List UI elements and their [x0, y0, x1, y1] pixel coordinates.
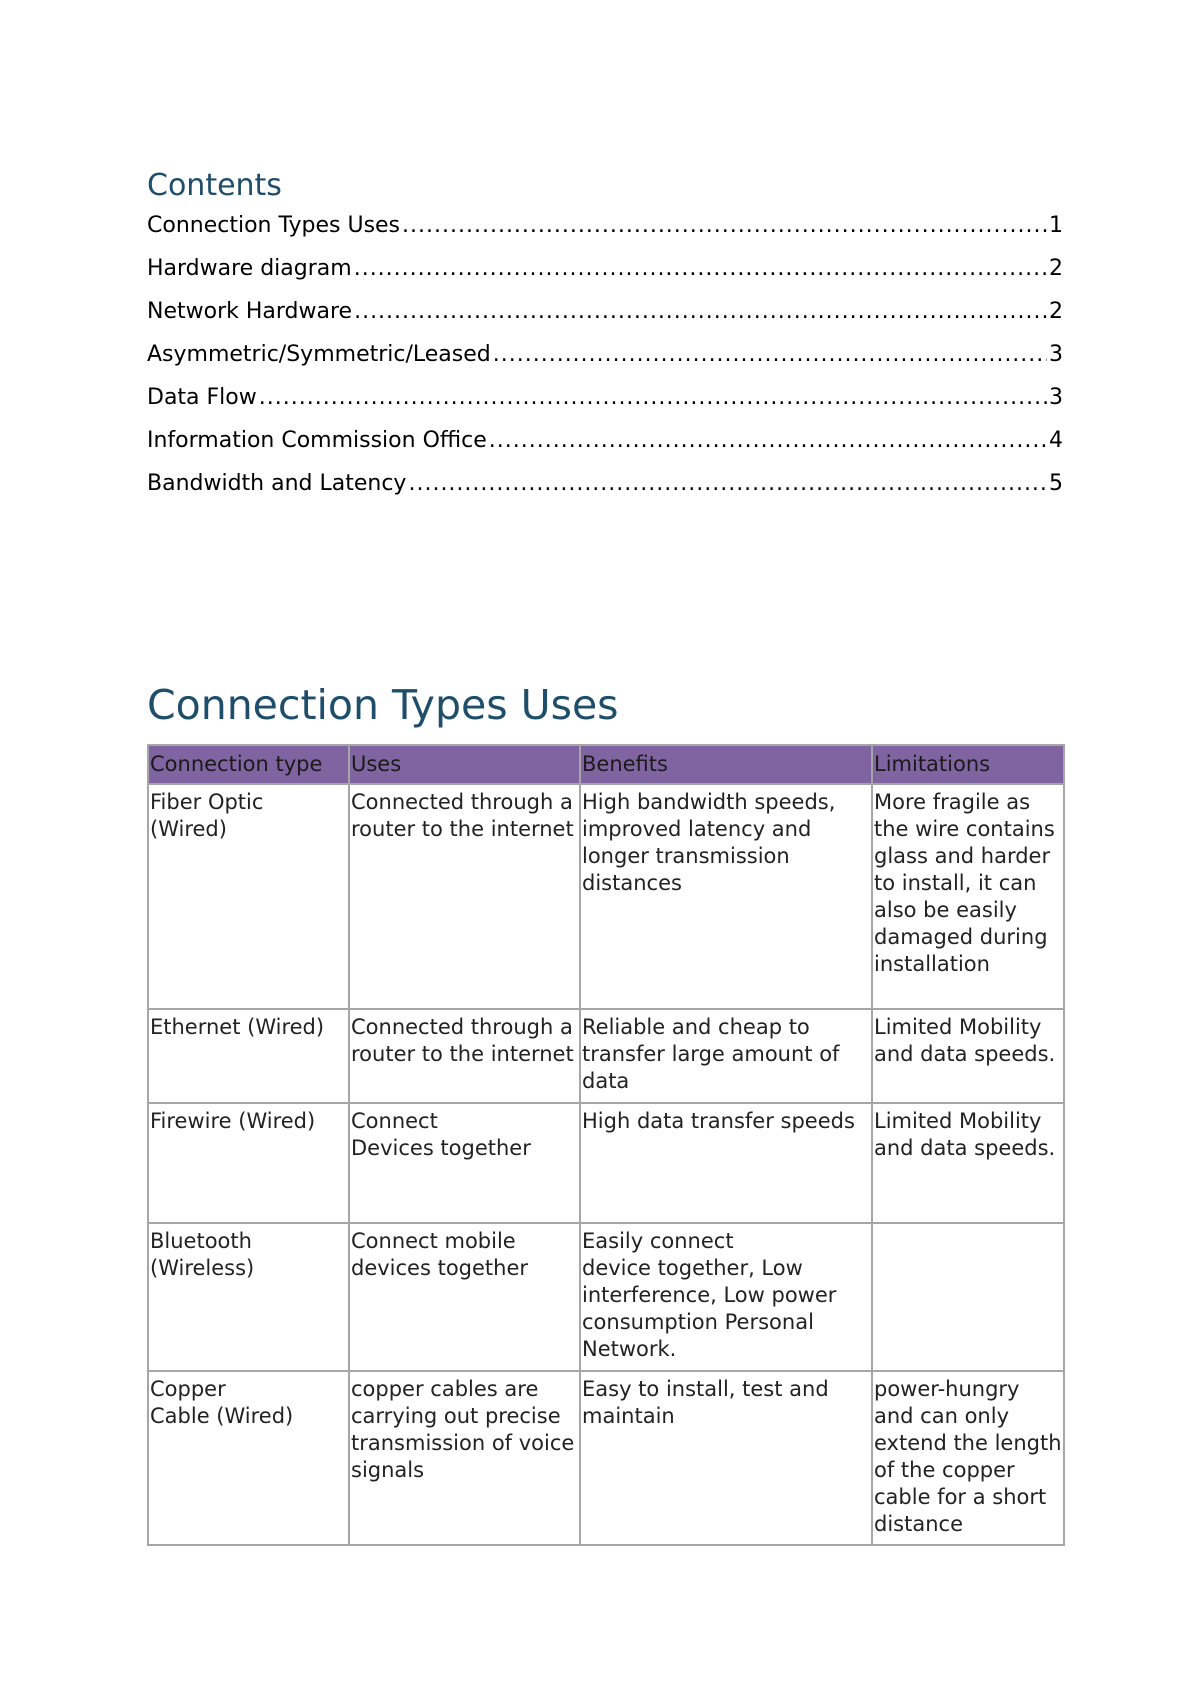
- toc-leader: [408, 466, 1047, 502]
- toc-entry-bandwidth-and-latency[interactable]: [147, 466, 1063, 509]
- table-row: [148, 1223, 1064, 1371]
- column-header-connection-type: Connection type: [148, 745, 349, 784]
- cell-limitations: More fragile as the wire contains glass and harder to install, it can also be easily damaged during installation: [872, 784, 1064, 1009]
- cell-limitations: power-hungry and can only extend the length of the copper cable for a short distance: [872, 1371, 1064, 1545]
- cell-uses: Connected through a router to the internet: [349, 1009, 580, 1103]
- cell-limitations: Limited Mobility and data speeds.: [872, 1009, 1064, 1103]
- cell-limitations: [872, 1223, 1064, 1371]
- cell-connection-type: Firewire (Wired): [148, 1103, 349, 1223]
- toc-entry-label: Data Flow: [147, 385, 257, 410]
- toc-entry-label: Asymmetric/Symmetric/Leased: [147, 342, 491, 367]
- toc-entry-asymmetric-symmetric-leased[interactable]: [147, 337, 1063, 380]
- cell-connection-type: Fiber Optic (Wired): [148, 784, 349, 1009]
- connection-types-table: [147, 744, 1065, 1546]
- cell-benefits: Easily connect device together, Low interference, Low power consumption Personal Network.: [580, 1223, 872, 1371]
- table-row: [148, 1371, 1064, 1545]
- toc-entry-label: Hardware diagram: [147, 256, 352, 281]
- toc-leader: [259, 380, 1047, 416]
- toc-page-number: 5: [1049, 471, 1063, 496]
- cell-benefits: Reliable and cheap to transfer large amount of data: [580, 1009, 872, 1103]
- toc-title: Contents: [147, 168, 282, 203]
- toc-entry-label: Connection Types Uses: [147, 213, 401, 238]
- toc-page-number: 3: [1049, 385, 1063, 410]
- toc-page-number: 1: [1049, 213, 1063, 238]
- toc-leader: [493, 337, 1047, 373]
- toc-leader: [354, 294, 1047, 330]
- toc-entry-label: Network Hardware: [147, 299, 353, 324]
- toc-entry-hardware-diagram[interactable]: [147, 251, 1063, 294]
- cell-benefits: High bandwidth speeds, improved latency and longer transmission distances: [580, 784, 872, 1009]
- table-row: [148, 1009, 1064, 1103]
- table-of-contents: [147, 208, 1063, 509]
- table-row: [148, 784, 1064, 1009]
- column-header-benefits: Benefits: [580, 745, 872, 784]
- column-header-limitations: Limitations: [872, 745, 1064, 784]
- toc-entry-information-commission-office[interactable]: [147, 423, 1063, 466]
- toc-entry-connection-types-uses[interactable]: [147, 208, 1063, 251]
- toc-leader: [354, 251, 1047, 287]
- toc-entry-data-flow[interactable]: [147, 380, 1063, 423]
- toc-entry-network-hardware[interactable]: [147, 294, 1063, 337]
- cell-connection-type: Ethernet (Wired): [148, 1009, 349, 1103]
- toc-page-number: 2: [1049, 256, 1063, 281]
- toc-entry-label: Bandwidth and Latency: [147, 471, 407, 496]
- toc-page-number: 4: [1049, 428, 1063, 453]
- cell-uses: copper cables are carrying out precise transmission of voice signals: [349, 1371, 580, 1545]
- toc-leader: [402, 208, 1047, 244]
- cell-benefits: Easy to install, test and maintain: [580, 1371, 872, 1545]
- section-title: Connection Types Uses: [147, 681, 619, 729]
- toc-leader: [489, 423, 1047, 459]
- toc-entry-label: Information Commission Office: [147, 428, 487, 453]
- table-header-row: [148, 745, 1064, 784]
- cell-connection-type: Copper Cable (Wired): [148, 1371, 349, 1545]
- cell-connection-type: Bluetooth (Wireless): [148, 1223, 349, 1371]
- cell-uses: Connected through a router to the internet: [349, 784, 580, 1009]
- cell-benefits: High data transfer speeds: [580, 1103, 872, 1223]
- table-row: [148, 1103, 1064, 1223]
- column-header-uses: Uses: [349, 745, 580, 784]
- toc-page-number: 2: [1049, 299, 1063, 324]
- cell-uses: Connect Devices together: [349, 1103, 580, 1223]
- cell-uses: Connect mobile devices together: [349, 1223, 580, 1371]
- toc-page-number: 3: [1049, 342, 1063, 367]
- cell-limitations: Limited Mobility and data speeds.: [872, 1103, 1064, 1223]
